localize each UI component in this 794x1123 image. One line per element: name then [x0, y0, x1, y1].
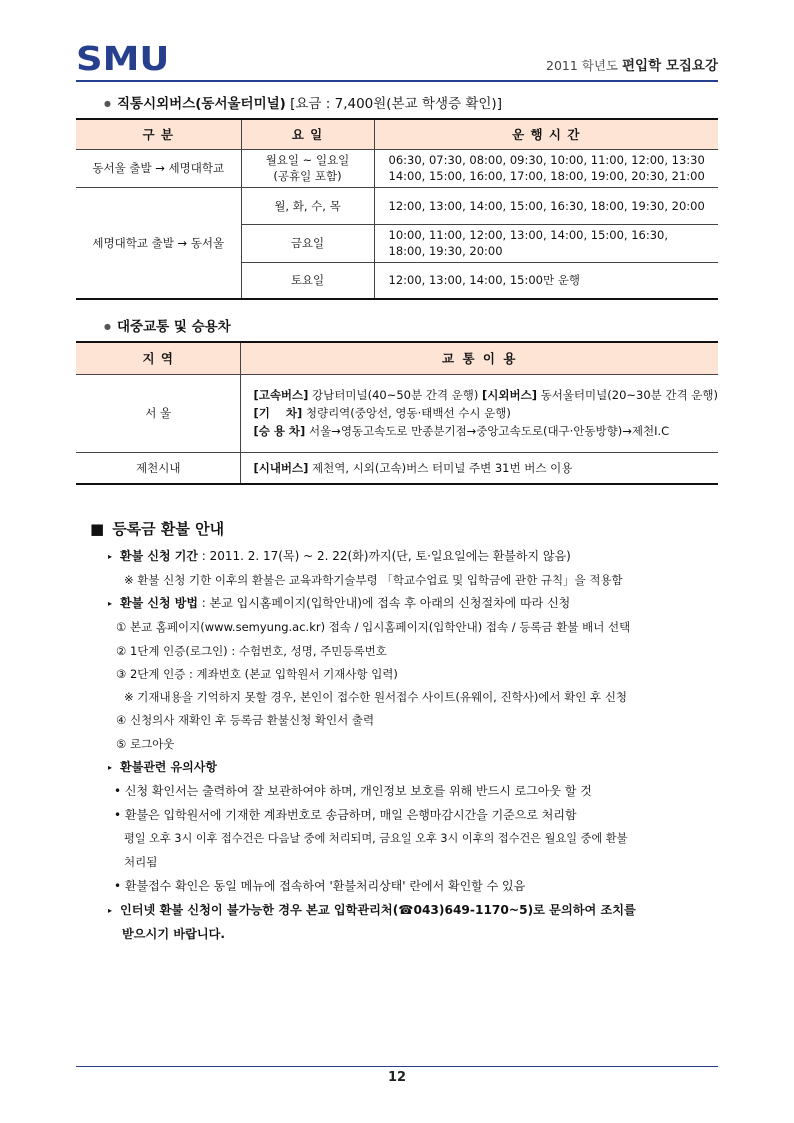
route-cell: 동서울 출발 → 세명대학교 [76, 149, 241, 187]
bus-fare: [요금 : 7,400원(본교 학생증 확인)] [290, 96, 502, 112]
col-header-times: 운 행 시 간 [374, 119, 718, 149]
header-rule [76, 80, 718, 82]
day-cell: 월요일 ~ 일요일 (공휴일 포함) [241, 149, 374, 187]
refund-step-1: ① 본교 홈페이지(www.semyung.ac.kr) 접속 / 입시홈페이지(입학안내) 접속 / 등록금 환불 배너 선택 [116, 620, 631, 634]
region-cell: 제천시내 [76, 452, 241, 484]
refund-section-title: ■ 등록금 환불 안내 [90, 520, 225, 538]
col-header-transport: 교 통 이 용 [241, 342, 718, 374]
arrow-bullet-icon: ▸ [108, 552, 113, 561]
refund-caution-1: • 신청 확인서는 출력하여 잘 보관하여야 하며, 개인정보 보호를 위해 반드시 로그아웃 할 것 [114, 784, 592, 798]
times-cell: 12:00, 13:00, 14:00, 15:00, 16:30, 18:00, 19:30, 20:00 [374, 187, 718, 224]
times-cell: 06:30, 07:30, 08:00, 09:30, 10:00, 11:00, 12:00, 13:30 14:00, 15:00, 16:00, 17:00, 18:00, 19:00, 20:30, 21:00 [374, 149, 718, 187]
table-row [76, 149, 718, 187]
day-cell: 토요일 [241, 262, 374, 299]
header-year: 2011 학년도 [546, 58, 619, 73]
bullet-icon: ● [104, 322, 111, 331]
table-row [76, 374, 718, 452]
day-cell: 금요일 [241, 224, 374, 262]
refund-contact-end: 받으시기 바랍니다. [122, 927, 226, 941]
refund-period-note: ※ 환불 신청 기한 이후의 환불은 교육과학기술부령 「학교수업료 및 입학금에 관한 규칙」을 적용함 [124, 573, 623, 587]
refund-step-5: ⑤ 로그아웃 [116, 737, 175, 751]
transport-cell: [고속버스] 강남터미널(40~50분 간격 운행) [시외버스] 동서울터미널(20~30분 간격 운행) [기 차] 청량리역(중앙선, 영동·태백선 수시 운행) [승 용 차] 서울→영동고속도로 만종분기점→중앙고속도로(대구·안동방향)→제천I.C [241, 374, 718, 452]
refund-method: ▸ 환불 신청 방법 : 본교 입시홈페이지(입학안내)에 접속 후 아래의 신청절차에 따라 신청 [108, 596, 571, 610]
times-cell: 12:00, 13:00, 14:00, 15:00만 운행 [374, 262, 718, 299]
transport-cell: [시내버스] 제천역, 시외(고속)버스 터미널 주변 31번 버스 이용 [241, 452, 718, 484]
refund-step-4: ④ 신청의사 재확인 후 등록금 환불신청 확인서 출력 [116, 713, 375, 727]
arrow-bullet-icon: ▸ [108, 599, 113, 608]
refund-step-3-note: ※ 기재내용을 기억하지 못할 경우, 본인이 접수한 원서접수 사이트(유웨이, 진학사)에서 확인 후 신청 [124, 690, 628, 704]
footer-rule [76, 1066, 718, 1067]
col-header-day: 요 일 [241, 119, 374, 149]
region-cell: 서 울 [76, 374, 241, 452]
table-row [76, 452, 718, 484]
refund-step-2: ② 1단계 인증(로그인) : 수험번호, 성명, 주민등록번호 [116, 644, 387, 658]
document-header-title [546, 54, 718, 74]
smu-logo: SMU [76, 39, 170, 78]
arrow-bullet-icon: ▸ [108, 906, 113, 915]
refund-caution-2-detail: 평일 오후 3시 이후 접수건은 다음날 중에 처리되며, 금요일 오후 3시 이후의 접수건은 월요일 중에 환불 [124, 832, 628, 845]
refund-caution-2: • 환불은 입학원서에 기재한 계좌번호로 송금하며, 매일 은행마감시간을 기준으로 처리함 [114, 808, 577, 822]
page-number: 12 [387, 1070, 407, 1085]
refund-period: ▸ 환불 신청 기간 : 2011. 2. 17(목) ~ 2. 22(화)까지(단, 토·일요일에는 환불하지 않음) [108, 549, 571, 563]
transit-section-heading: ● 대중교통 및 승용차 [104, 319, 231, 335]
bus-timetable [76, 118, 718, 300]
transit-table [76, 341, 718, 485]
route-cell: 세명대학교 출발 → 동서울 [76, 187, 241, 299]
arrow-bullet-icon: ▸ [108, 763, 113, 772]
refund-caution-2-end: 처리됨 [124, 855, 158, 869]
refund-contact: ▸ 인터넷 환불 신청이 불가능한 경우 본교 입학관리처(☎043)649-1170~5)로 문의하여 조치를 [108, 903, 636, 917]
square-bullet-icon: ■ [90, 520, 105, 538]
col-header-region: 지 역 [76, 342, 241, 374]
col-header-route: 구 분 [76, 119, 241, 149]
header-title: 편입학 모집요강 [622, 58, 718, 74]
refund-step-3: ③ 2단계 인증 : 계좌번호 (본교 입학원서 기재사항 입력) [116, 667, 398, 681]
table-row [76, 187, 718, 224]
bus-section-heading: ● 직통시외버스(동서울터미널) [요금 : 7,400원(본교 학생증 확인)] [104, 96, 502, 112]
times-cell: 10:00, 11:00, 12:00, 13:00, 14:00, 15:00, 16:30, 18:00, 19:30, 20:00 [374, 224, 718, 262]
refund-caution-heading: ▸ 환불관련 유의사항 [108, 760, 217, 774]
refund-caution-3: • 환불접수 확인은 동일 메뉴에 접속하여 '환불처리상태' 란에서 확인할 수 있음 [114, 879, 526, 893]
day-cell: 월, 화, 수, 목 [241, 187, 374, 224]
bullet-icon: ● [104, 99, 111, 108]
